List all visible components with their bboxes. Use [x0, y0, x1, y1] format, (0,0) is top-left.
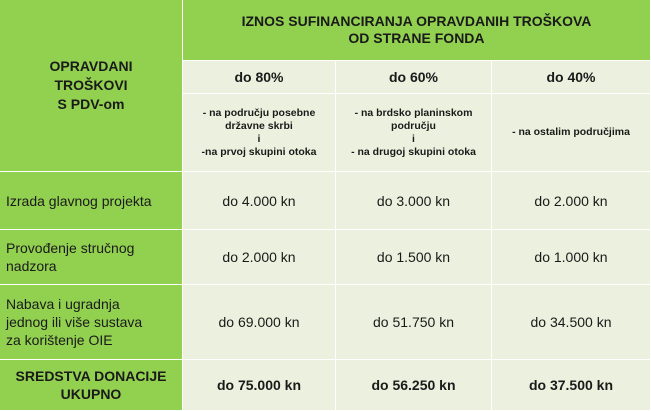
col-note-40: - na ostalim područjima [492, 94, 651, 172]
total-cell: do 37.500 kn [492, 360, 651, 411]
row-label-project: Izrada glavnog projekta [0, 172, 183, 230]
header-eligible-costs: OPRAVDANI TROŠKOVI S PDV-om [0, 0, 183, 172]
table-cell: do 2.000 kn [492, 172, 651, 230]
col-header-80: do 80% [183, 61, 336, 94]
row-label-supervision: Provođenje stručnog nadzora [0, 230, 183, 285]
table-cell: do 3.000 kn [336, 172, 492, 230]
table-cell: do 51.750 kn [336, 285, 492, 360]
col-note-80: - na području posebne državne skrbi i -na prvoj skupini otoka [183, 94, 336, 172]
table-cell: do 69.000 kn [183, 285, 336, 360]
table-cell: do 1.500 kn [336, 230, 492, 285]
table-cell: do 34.500 kn [492, 285, 651, 360]
col-note-60: - na brdsko planinskom području i - na drugoj skupini otoka [336, 94, 492, 172]
table-cell: do 4.000 kn [183, 172, 336, 230]
table-cell: do 1.000 kn [492, 230, 651, 285]
table-cell: do 2.000 kn [183, 230, 336, 285]
row-label-installation: Nabava i ugradnja jednog ili više sustava za korištenje OIE [0, 285, 183, 360]
col-header-40: do 40% [492, 61, 651, 94]
col-header-60: do 60% [336, 61, 492, 94]
total-cell: do 56.250 kn [336, 360, 492, 411]
total-cell: do 75.000 kn [183, 360, 336, 411]
row-label-total: SREDSTVA DONACIJE UKUPNO [0, 360, 183, 411]
header-funding-amount: IZNOS SUFINANCIRANJA OPRAVDANIH TROŠKOVA OD STRANE FONDA [183, 0, 651, 61]
